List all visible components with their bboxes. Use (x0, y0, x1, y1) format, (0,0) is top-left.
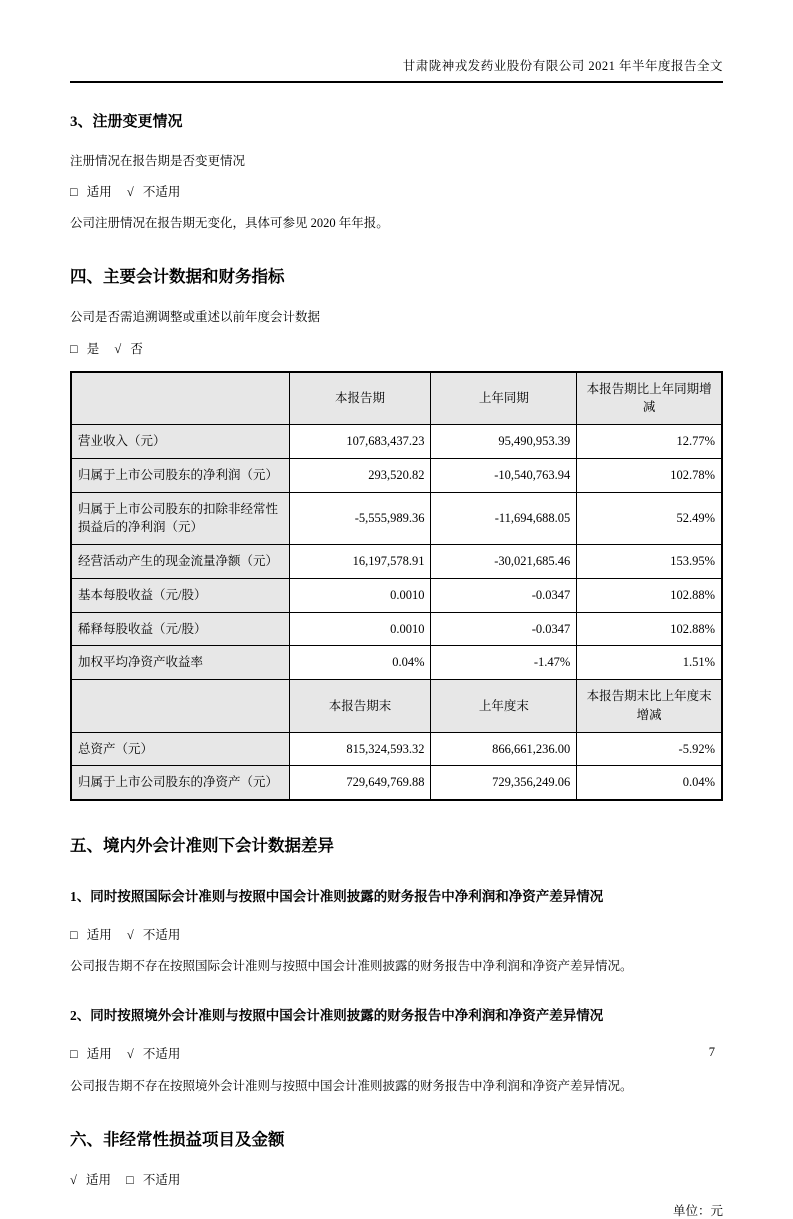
table-row (71, 545, 722, 579)
applicability-option-label: 适用 (86, 1047, 112, 1062)
section5-sub2-applicability-line (70, 1045, 723, 1063)
section5-sub1-heading: 1、同时按照国际会计准则与按照中国会计准则披露的财务报告中净利润和净资产差异情况 (70, 889, 604, 905)
table-header-row (71, 680, 722, 733)
table-cell: 0.0010 (289, 612, 431, 646)
table-cell: 729,356,249.06 (431, 766, 577, 800)
checkbox-unchecked-icon: □ (70, 928, 78, 943)
page-header-title: 甘肃陇神戎发药业股份有限公司 2021 年半年度报告全文 (70, 0, 723, 83)
row-label: 稀释每股收益（元/股） (71, 612, 289, 646)
section5-sub2-note: 公司报告期不存在按照境外会计准则与按照中国会计准则披露的财务报告中净利润和净资产差异情况。 (70, 1078, 633, 1093)
table-cell: 52.49% (577, 492, 722, 545)
table-cell: 102.88% (577, 578, 722, 612)
table-cell: -11,694,688.05 (431, 492, 577, 545)
check-mark-icon: √ (126, 928, 134, 943)
table-row (71, 458, 722, 492)
section3-note: 公司注册情况在报告期无变化，具体可参见 2020 年年报。 (70, 216, 389, 231)
check-mark-icon: √ (126, 185, 134, 200)
table-cell: 153.95% (577, 545, 722, 579)
applicability-option-label: 不适用 (142, 928, 181, 943)
section5-sub2-heading: 2、同时按照境外会计准则与按照中国会计准则披露的财务报告中净利润和净资产差异情况 (70, 1008, 604, 1024)
section6-heading: 六、非经常性损益项目及金额 (70, 1129, 285, 1149)
table-header-cell: 本报告期末 (289, 680, 431, 733)
table-row (71, 492, 722, 545)
section5-heading: 五、境内外会计准则下会计数据差异 (70, 836, 334, 856)
table-row (71, 425, 722, 459)
row-label: 归属于上市公司股东的净利润（元） (71, 458, 289, 492)
table-cell: -10,540,763.94 (431, 458, 577, 492)
table-header-cell: 上年度末 (431, 680, 577, 733)
table-cell: -0.0347 (431, 612, 577, 646)
applicability-option-label: 适用 (86, 928, 112, 943)
table-cell: 102.88% (577, 612, 722, 646)
check-mark-icon: √ (126, 1047, 134, 1062)
table-cell: 729,649,769.88 (289, 766, 431, 800)
table-cell: 0.04% (289, 646, 431, 680)
applicability-option-label: 不适用 (142, 185, 181, 200)
table-header-cell: 本报告期比上年同期增减 (577, 372, 722, 425)
table-cell: -1.47% (431, 646, 577, 680)
checkbox-unchecked-icon: □ (126, 1172, 134, 1187)
row-label: 基本每股收益（元/股） (71, 578, 289, 612)
table-cell: 1.51% (577, 646, 722, 680)
table-row (71, 732, 722, 766)
section5-sub1-note: 公司报告期不存在按照国际会计准则与按照中国会计准则披露的财务报告中净利润和净资产差异情况。 (70, 959, 633, 974)
section3-question: 注册情况在报告期是否变更情况 (70, 154, 246, 168)
checkbox-unchecked-icon: □ (70, 341, 78, 356)
section6-applicability-line (70, 1171, 723, 1189)
table-cell: -5,555,989.36 (289, 492, 431, 545)
table-row (71, 646, 722, 680)
checkbox-unchecked-icon: □ (70, 1047, 78, 1062)
applicability-option-label: 是 (86, 341, 100, 356)
unit-note: 单位：元 (672, 1203, 723, 1218)
table-cell: 0.0010 (289, 578, 431, 612)
section4-applicability-line (70, 340, 723, 358)
row-label: 归属于上市公司股东的净资产（元） (71, 766, 289, 800)
table-row (71, 766, 722, 800)
table-cell: 16,197,578.91 (289, 545, 431, 579)
table-cell: -5.92% (577, 732, 722, 766)
table-header-cell-empty (71, 680, 289, 733)
table-cell: -30,021,685.46 (431, 545, 577, 579)
section4-question: 公司是否需追溯调整或重述以前年度会计数据 (70, 310, 321, 325)
table-cell: 815,324,593.32 (289, 732, 431, 766)
table-header-cell: 本报告期末比上年度末增减 (577, 680, 722, 733)
section3-applicability-line (70, 183, 723, 201)
table-header-row (71, 372, 722, 425)
section3-heading: 3、注册变更情况 (70, 114, 183, 130)
table-header-cell: 上年同期 (431, 372, 577, 425)
section4-heading: 四、主要会计数据和财务指标 (70, 267, 285, 287)
checkbox-unchecked-icon: □ (70, 185, 78, 200)
row-label: 总资产（元） (71, 732, 289, 766)
table-header-cell-empty (71, 372, 289, 425)
table-cell: 102.78% (577, 458, 722, 492)
page-number: 7 (708, 1045, 715, 1059)
applicability-option-label: 不适用 (142, 1047, 181, 1062)
table-cell: 95,490,953.39 (431, 425, 577, 459)
section5-sub1-applicability-line (70, 926, 723, 944)
table-row (71, 578, 722, 612)
applicability-option-label: 否 (130, 341, 143, 356)
table-header-cell: 本报告期 (289, 372, 431, 425)
table-cell: 293,520.82 (289, 458, 431, 492)
row-label: 归属于上市公司股东的扣除非经常性损益后的净利润（元） (71, 492, 289, 545)
table-cell: 12.77% (577, 425, 722, 459)
table-cell: 107,683,437.23 (289, 425, 431, 459)
applicability-option-label: 不适用 (142, 1172, 181, 1187)
applicability-option-label: 适用 (86, 185, 112, 200)
row-label: 经营活动产生的现金流量净额（元） (71, 545, 289, 579)
table-row (71, 612, 722, 646)
check-mark-icon: √ (114, 341, 122, 356)
table-cell: -0.0347 (431, 578, 577, 612)
row-label: 营业收入（元） (71, 425, 289, 459)
table-cell: 866,661,236.00 (431, 732, 577, 766)
key-financial-data-table (70, 371, 723, 802)
row-label: 加权平均净资产收益率 (71, 646, 289, 680)
table-cell: 0.04% (577, 766, 722, 800)
applicability-option-label: 适用 (86, 1172, 112, 1187)
check-mark-icon: √ (70, 1172, 77, 1187)
